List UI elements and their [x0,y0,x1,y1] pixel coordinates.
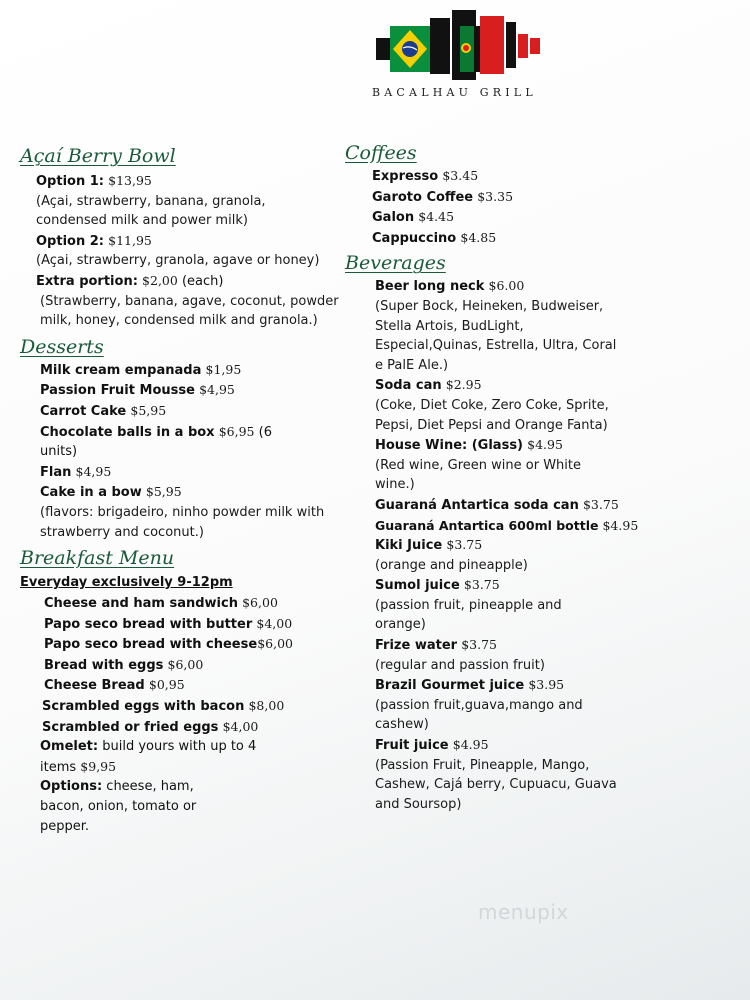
item-name: Flan [40,464,72,480]
item-price: $3.35 [477,188,514,204]
item-price: $4,00 [256,615,293,631]
item-name: Extra portion: [36,273,138,289]
menu-item [42,717,340,738]
item-price: $9,95 [80,758,117,774]
item-note: (flavors: brigadeiro, ninho powder milk with strawberry and coconut.) [40,504,325,540]
menu-left-column [20,143,340,836]
item-price: $4.95 [452,737,489,753]
menu-item [44,593,340,614]
item-note: (passion fruit, pineapple and orange) [375,597,562,633]
item-note: (Coke, Diet Coke, Zero Coke, Sprite, Pepsi, Diet Pepsi and Orange Fanta) [375,397,609,433]
item-price: $6,95 [218,423,255,439]
menu-item [372,207,645,228]
item-note: (regular and passion fruit) [375,657,545,673]
menu-item [375,375,633,396]
menu-item [375,516,639,536]
item-name: Garoto Coffee [372,189,474,205]
item-price: $4,95 [75,463,112,479]
menu-item [44,634,340,655]
menu-item [40,422,340,462]
menu-right-column [345,140,645,814]
item-note: (passion fruit,guava,mango and cashew) [375,697,583,733]
menu-item [40,482,340,503]
item-price: $1,95 [205,361,242,377]
menu-item [40,401,340,422]
item-name: Galon [372,210,415,226]
item-name: Option 2: [36,233,104,249]
item-name: Bread with eggs [44,657,164,673]
item-note: (Red wine, Green wine or White wine.) [375,457,581,493]
item-price: $6,00 [257,636,293,652]
item-price: $3.45 [442,168,479,183]
breakfast-hours: Everyday exclusively 9-12pm [20,575,233,591]
menu-item [44,614,340,635]
menu-item [40,360,340,381]
item-name: Milk cream empanada [40,362,202,378]
section-title-desserts: Desserts [20,335,104,358]
item-name: Papo seco bread with cheese [44,637,258,653]
watermark: menupix [478,900,569,924]
item-price: $6.00 [488,278,525,294]
item-price: $3.75 [461,637,497,653]
item-price: $4.95 [527,437,563,453]
item-price: $4,95 [199,382,235,398]
item-name: Cappuccino [372,230,457,246]
menu-item [375,276,633,297]
item-price: $11,95 [108,232,152,248]
beverages-list [345,276,645,814]
menu-item [375,575,633,596]
menu-item [40,380,340,401]
desserts-list [20,360,340,542]
item-price: $4.95 [602,517,639,533]
restaurant-logo [372,8,552,82]
item-name: Frize water [375,638,458,654]
item-suffix: (6 units) [40,424,272,460]
brand-name: BACALHAU GRILL [372,86,537,99]
item-price: $0,95 [148,677,185,693]
item-price: $6,00 [167,656,204,672]
item-name: Soda can [375,378,442,394]
menu-item [36,271,340,292]
menu-item [372,187,645,208]
item-note: (Açai, strawberry, granola, agave or honey) [36,253,320,269]
item-note: (orange and pineapple) [375,557,528,573]
item-price: $4.45 [418,209,455,225]
menu-item [44,675,340,696]
item-note: (Passion Fruit, Pineapple, Mango, Cashew, Cajá berry, Cupuacu, Guava and Soursop) [375,757,617,812]
menu-item [375,435,633,456]
item-name: Option 1: [36,174,104,189]
item-note: (Strawberry, banana, agave, coconut, powder milk, honey, condensed milk and granola.) [40,293,339,329]
section-title-beverages: Beverages [345,252,446,275]
item-name: Guaraná Antartica 600ml bottle [375,517,599,533]
item-price: $3.75 [582,496,619,512]
item-name: Papo seco bread with butter [44,616,253,632]
section-title-acai: Açaí Berry Bowl [20,145,176,167]
item-name: House Wine: (Glass) [375,438,523,454]
item-price: $5,95 [145,484,182,500]
item-price: $13,95 [108,173,152,188]
item-price: $8,00 [248,698,285,714]
item-price: $3.95 [528,677,565,693]
menu-item [36,171,340,192]
item-name: Beer long neck [375,279,485,295]
menu-item [375,635,633,656]
breakfast-list [20,593,340,696]
item-name: Options: [40,779,103,795]
item-name: Omelet: [40,739,99,755]
item-name: Cheese Bread [44,678,145,694]
section-title-coffees: Coffees [345,142,417,164]
item-name: Brazil Gourmet juice [375,678,525,694]
item-price: $3.75 [463,577,500,593]
item-price: $4,00 [222,718,259,734]
menu-item [375,535,633,556]
item-name: Guaraná Antartica soda can [375,497,579,513]
item-name: Cake in a bow [40,485,142,501]
item-price: $2.95 [445,377,482,393]
item-note: (Açai, strawberry, banana, granola, condensed milk and power milk) [36,193,266,229]
item-price: $2,00 [142,272,178,288]
menu-item [375,675,633,696]
menu-item [42,696,340,717]
item-price: $6,00 [242,595,278,611]
section-title-breakfast: Breakfast Menu [20,547,175,570]
item-name: Passion Fruit Mousse [40,383,195,399]
item-price: $3.75 [446,537,483,553]
menu-item [375,735,633,756]
item-name: Carrot Cake [40,403,127,419]
item-name: Sumol juice [375,578,460,594]
menu-item [375,495,633,516]
menu-item [44,655,340,676]
item-name: Chocolate balls in a box [40,424,215,440]
menu-item [372,228,645,249]
menu-item [40,777,280,836]
item-note: (Super Bock, Heineken, Budweiser, Stella Artois, BudLight, Especial,Quinas, Estrella, Ultra, Coral e PalE Ale.) [375,298,617,373]
item-description: build yours with up to 4 items [40,739,257,775]
item-name: Fruit juice [375,738,449,754]
item-price: $5,95 [130,402,167,418]
menu-item [40,462,340,483]
menu-item [372,166,645,187]
breakfast-list-2 [20,696,340,737]
item-name: Scrambled eggs with bacon [42,699,245,715]
item-description: cheese, ham, bacon, onion, tomato or pepper. [40,779,197,834]
menu-item [40,737,280,777]
item-name: Kiki Juice [375,538,443,554]
item-name: Cheese and ham sandwich [44,596,238,612]
item-price: $4.85 [460,229,497,245]
menu-item [36,231,340,252]
item-name: Scrambled or fried eggs [42,719,219,735]
item-name: Expresso [372,169,439,184]
coffees-list [345,166,645,248]
item-suffix: (each) [181,273,224,289]
